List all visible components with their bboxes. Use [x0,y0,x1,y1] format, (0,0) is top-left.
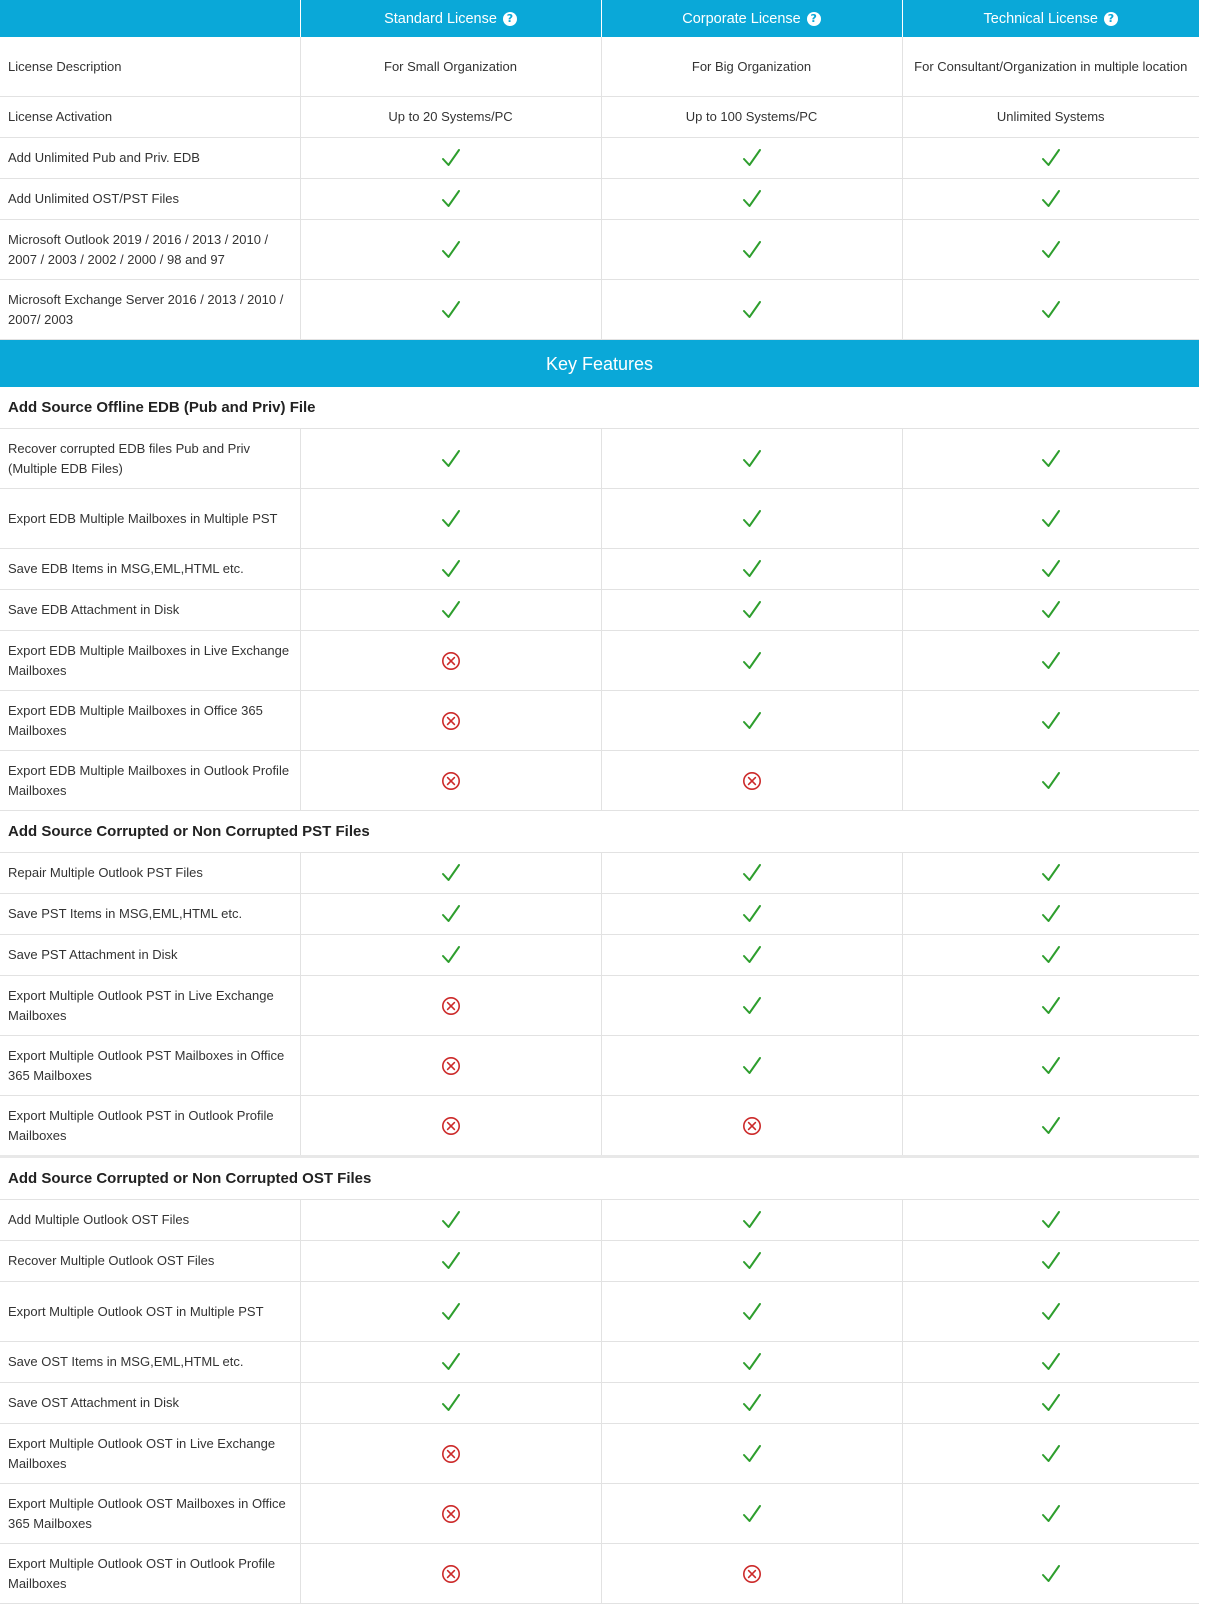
feature-label: Recover Multiple Outlook OST Files [0,1241,300,1282]
check-icon [742,711,762,731]
section-header-row [0,387,1199,429]
header-corporate-license [601,0,902,37]
cross-circle-icon [441,1564,461,1584]
check-icon [1041,904,1061,924]
check-icon [1041,1056,1061,1076]
section-title: Add Source Corrupted or Non Corrupted PST Files [0,811,1199,853]
check-icon [742,449,762,469]
feature-value-cell [902,1282,1199,1342]
table-row [0,894,1199,935]
feature-label: Save OST Attachment in Disk [0,1383,300,1424]
feature-label: Save EDB Attachment in Disk [0,590,300,631]
check-icon [742,1393,762,1413]
check-icon [1041,148,1061,168]
question-circle-icon[interactable]: ? [807,12,821,26]
feature-value-cell [902,590,1199,631]
check-icon [742,1444,762,1464]
feature-value-cell [300,1241,601,1282]
section-header-row [0,1157,1199,1200]
feature-value-cell [300,220,601,280]
table-row [0,429,1199,489]
table-row [0,590,1199,631]
feature-value-cell [300,1200,601,1241]
feature-label: Microsoft Exchange Server 2016 / 2013 / 2010 / 2007/ 2003 [0,280,300,340]
feature-value-cell [902,1036,1199,1096]
feature-label: Add Unlimited OST/PST Files [0,179,300,220]
check-icon [441,189,461,209]
license-info-value: For Consultant/Organization in multiple location [902,37,1199,97]
feature-value-cell [601,1424,902,1484]
feature-label: Save OST Items in MSG,EML,HTML etc. [0,1342,300,1383]
table-row [0,97,1199,138]
feature-value-cell [601,976,902,1036]
check-icon [1041,996,1061,1016]
header-standard-license [300,0,601,37]
check-icon [1041,300,1061,320]
feature-label: Recover corrupted EDB files Pub and Priv (Multiple EDB Files) [0,429,300,489]
key-features-title: Key Features [0,340,1199,388]
table-row [0,976,1199,1036]
feature-label: Export Multiple Outlook OST in Live Exchange Mailboxes [0,1424,300,1484]
feature-value-cell [300,1096,601,1157]
technical-license-title: Technical License [983,10,1098,27]
feature-label: Save PST Attachment in Disk [0,935,300,976]
cross-circle-icon [441,651,461,671]
check-icon [441,1302,461,1322]
check-icon [742,1504,762,1524]
feature-value-cell [601,179,902,220]
feature-value-cell [902,138,1199,179]
table-row [0,751,1199,811]
table-row [0,220,1199,280]
check-icon [742,600,762,620]
corporate-license-title: Corporate License [682,10,801,27]
section-title: Add Source Corrupted or Non Corrupted OST Files [0,1157,1199,1200]
check-icon [742,559,762,579]
feature-value-cell [300,1342,601,1383]
feature-value-cell [601,1342,902,1383]
feature-value-cell [601,631,902,691]
feature-value-cell [902,691,1199,751]
feature-value-cell [601,138,902,179]
check-icon [742,1056,762,1076]
feature-value-cell [601,935,902,976]
cross-circle-icon [441,771,461,791]
check-icon [441,449,461,469]
question-circle-icon[interactable]: ? [1104,12,1118,26]
check-icon [1041,863,1061,883]
feature-value-cell [300,280,601,340]
check-icon [1041,1564,1061,1584]
feature-value-cell [601,853,902,894]
feature-label: Export Multiple Outlook OST in Outlook Profile Mailboxes [0,1544,300,1604]
check-icon [1041,1251,1061,1271]
feature-value-cell [601,1484,902,1544]
cross-circle-icon [441,1056,461,1076]
check-icon [441,904,461,924]
check-icon [1041,651,1061,671]
feature-label: Save PST Items in MSG,EML,HTML etc. [0,894,300,935]
table-row [0,179,1199,220]
check-icon [441,509,461,529]
check-icon [1041,449,1061,469]
feature-value-cell [902,935,1199,976]
feature-label: Export EDB Multiple Mailboxes in Outlook Profile Mailboxes [0,751,300,811]
feature-value-cell [300,1484,601,1544]
table-row [0,1200,1199,1241]
feature-value-cell [300,489,601,549]
feature-value-cell [902,1096,1199,1157]
feature-label: License Activation [0,97,300,138]
table-row [0,631,1199,691]
check-icon [742,509,762,529]
check-icon [1041,240,1061,260]
table-row [0,138,1199,179]
feature-value-cell [300,935,601,976]
check-icon [742,945,762,965]
table-row [0,1383,1199,1424]
cross-circle-icon [742,771,762,791]
check-icon [441,863,461,883]
feature-value-cell [300,853,601,894]
table-row [0,1241,1199,1282]
table-row [0,549,1199,590]
check-icon [1041,559,1061,579]
feature-value-cell [902,489,1199,549]
feature-value-cell [601,751,902,811]
feature-label: Export EDB Multiple Mailboxes in Live Exchange Mailboxes [0,631,300,691]
feature-value-cell [601,489,902,549]
feature-value-cell [300,549,601,590]
feature-value-cell [902,549,1199,590]
license-info-value: For Big Organization [601,37,902,97]
check-icon [1041,600,1061,620]
table-row [0,1544,1199,1604]
license-info-value: For Small Organization [300,37,601,97]
feature-value-cell [300,138,601,179]
feature-value-cell [601,280,902,340]
feature-value-cell [902,220,1199,280]
check-icon [1041,1210,1061,1230]
feature-label: License Description [0,37,300,97]
feature-value-cell [902,1342,1199,1383]
check-icon [1041,711,1061,731]
feature-label: Export Multiple Outlook PST in Live Exchange Mailboxes [0,976,300,1036]
cross-circle-icon [742,1564,762,1584]
section-title: Add Source Offline EDB (Pub and Priv) File [0,387,1199,429]
check-icon [742,1251,762,1271]
license-header-row [0,0,1199,37]
feature-value-cell [300,1383,601,1424]
feature-label: Export Multiple Outlook OST Mailboxes in Office 365 Mailboxes [0,1484,300,1544]
license-info-value: Up to 20 Systems/PC [300,97,601,138]
cross-circle-icon [441,1504,461,1524]
feature-value-cell [601,691,902,751]
check-icon [742,1210,762,1230]
cross-circle-icon [441,1444,461,1464]
check-icon [441,1352,461,1372]
feature-value-cell [300,751,601,811]
feature-label: Export EDB Multiple Mailboxes in Office 365 Mailboxes [0,691,300,751]
feature-value-cell [300,1424,601,1484]
check-icon [1041,771,1061,791]
feature-value-cell [601,1096,902,1157]
feature-value-cell [300,691,601,751]
table-row [0,691,1199,751]
feature-value-cell [902,1383,1199,1424]
check-icon [1041,509,1061,529]
feature-value-cell [902,751,1199,811]
feature-value-cell [300,1282,601,1342]
feature-value-cell [601,590,902,631]
check-icon [742,904,762,924]
feature-value-cell [902,894,1199,935]
feature-label: Export EDB Multiple Mailboxes in Multiple PST [0,489,300,549]
check-icon [441,1210,461,1230]
feature-value-cell [902,631,1199,691]
table-row [0,1342,1199,1383]
feature-value-cell [902,1424,1199,1484]
feature-value-cell [601,1241,902,1282]
table-row [0,1282,1199,1342]
table-row [0,489,1199,549]
feature-value-cell [300,1544,601,1604]
feature-value-cell [300,179,601,220]
comparison-body [0,37,1199,1604]
header-empty-cell [0,0,300,37]
check-icon [441,240,461,260]
table-row [0,935,1199,976]
check-icon [1041,189,1061,209]
check-icon [441,300,461,320]
cross-circle-icon [441,996,461,1016]
license-info-value: Unlimited Systems [902,97,1199,138]
feature-value-cell [300,894,601,935]
check-icon [1041,1504,1061,1524]
cross-circle-icon [742,1116,762,1136]
key-features-band [0,340,1199,388]
section-header-row [0,811,1199,853]
table-row [0,1484,1199,1544]
feature-value-cell [300,631,601,691]
feature-value-cell [902,1544,1199,1604]
feature-label: Export Multiple Outlook PST Mailboxes in Office 365 Mailboxes [0,1036,300,1096]
feature-value-cell [300,590,601,631]
feature-value-cell [601,1036,902,1096]
feature-value-cell [601,1200,902,1241]
check-icon [742,148,762,168]
feature-label: Repair Multiple Outlook PST Files [0,853,300,894]
feature-label: Export Multiple Outlook PST in Outlook Profile Mailboxes [0,1096,300,1157]
feature-value-cell [300,1036,601,1096]
check-icon [1041,1393,1061,1413]
question-circle-icon[interactable]: ? [503,12,517,26]
feature-value-cell [902,179,1199,220]
check-icon [1041,1116,1061,1136]
feature-value-cell [601,220,902,280]
feature-label: Save EDB Items in MSG,EML,HTML etc. [0,549,300,590]
table-row [0,1096,1199,1157]
table-row [0,1036,1199,1096]
check-icon [742,996,762,1016]
feature-value-cell [601,894,902,935]
check-icon [742,651,762,671]
feature-value-cell [902,1241,1199,1282]
check-icon [742,1302,762,1322]
feature-value-cell [902,1200,1199,1241]
feature-label: Add Multiple Outlook OST Files [0,1200,300,1241]
feature-value-cell [902,976,1199,1036]
check-icon [441,559,461,579]
check-icon [742,1352,762,1372]
header-technical-license [902,0,1199,37]
feature-value-cell [902,429,1199,489]
feature-value-cell [902,1484,1199,1544]
table-row [0,37,1199,97]
cross-circle-icon [441,1116,461,1136]
standard-license-title: Standard License [384,10,497,27]
check-icon [742,240,762,260]
check-icon [742,300,762,320]
feature-label: Export Multiple Outlook OST in Multiple PST [0,1282,300,1342]
table-row [0,853,1199,894]
check-icon [1041,1444,1061,1464]
feature-value-cell [300,976,601,1036]
check-icon [1041,1352,1061,1372]
license-info-value: Up to 100 Systems/PC [601,97,902,138]
table-row [0,1424,1199,1484]
feature-value-cell [601,1383,902,1424]
feature-value-cell [601,549,902,590]
feature-value-cell [902,280,1199,340]
cross-circle-icon [441,711,461,731]
feature-value-cell [601,1282,902,1342]
check-icon [441,600,461,620]
check-icon [441,1251,461,1271]
check-icon [441,1393,461,1413]
feature-value-cell [902,853,1199,894]
feature-label: Microsoft Outlook 2019 / 2016 / 2013 / 2010 / 2007 / 2003 / 2002 / 2000 / 98 and 97 [0,220,300,280]
feature-value-cell [601,429,902,489]
check-icon [1041,945,1061,965]
table-row [0,280,1199,340]
feature-value-cell [601,1544,902,1604]
feature-value-cell [300,429,601,489]
check-icon [742,189,762,209]
check-icon [441,148,461,168]
check-icon [1041,1302,1061,1322]
check-icon [441,945,461,965]
feature-label: Add Unlimited Pub and Priv. EDB [0,138,300,179]
check-icon [742,863,762,883]
